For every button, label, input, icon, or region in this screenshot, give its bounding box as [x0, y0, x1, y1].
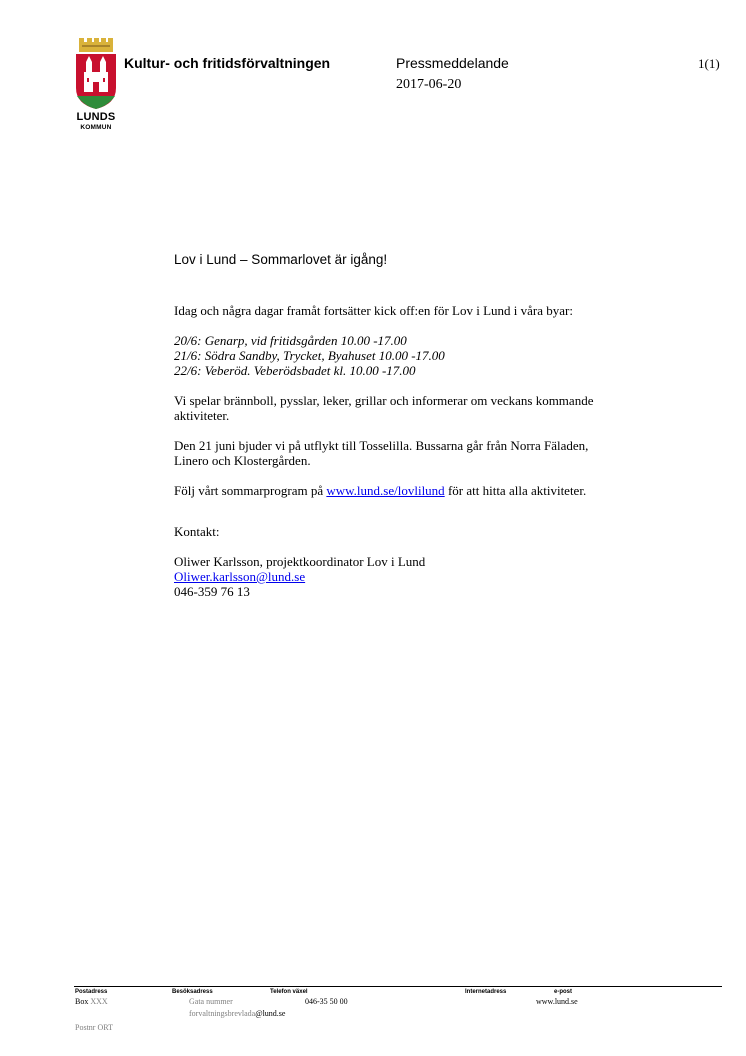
contact-name: Oliwer Karlsson, projektkoordinator Lov i Lund [174, 554, 426, 569]
footer-email-local: forvaltningsbrevlada [189, 1009, 256, 1018]
press-release-body [174, 252, 614, 599]
footer-postadress-box [75, 997, 108, 1006]
logo-text-kommun: KOMMUN [80, 124, 112, 131]
program-text-before: Följ vårt sommarprogram på [174, 483, 327, 498]
activities-paragraph: Vi spelar brännboll, pysslar, leker, grillar och informerar om veckans kommande aktiviteter. [174, 393, 594, 423]
page-number: 1(1) [698, 56, 720, 71]
contact-phone: 046-359 76 13 [174, 584, 250, 599]
footer-label-telefon: Telefon växel [270, 989, 308, 995]
footer-telefon: 046-35 50 00 [305, 997, 348, 1006]
coat-of-arms-icon [72, 38, 120, 110]
footer-label-internetadress: Internetadress [465, 989, 507, 995]
document-type: Pressmeddelande [396, 55, 509, 71]
program-text-after: för att hitta alla aktiviteter. [444, 483, 587, 498]
program-link[interactable]: www.lund.se/lovlilund [326, 483, 445, 498]
footer-label-epost: e-post [554, 989, 572, 995]
contact-email-link[interactable]: Oliwer.karlsson@lund.se [174, 569, 306, 584]
schedule-item: 22/6: Veberöd. Veberödsbadet kl. 10.00 -17.00 [174, 363, 416, 378]
footer-box-number: XXX [90, 997, 108, 1006]
footer-postadress-city: Postnr ORT [75, 1023, 113, 1032]
intro-paragraph: Idag och några dagar framåt fortsätter kick off:en för Lov i Lund i våra byar: [174, 303, 573, 318]
logo-text-lunds: LUNDS [76, 111, 116, 123]
lunds-kommun-logo [72, 38, 120, 148]
department-name: Kultur- och fritidsförvaltningen [124, 55, 331, 71]
footer-besoksadress-street: Gata nummer [189, 997, 233, 1006]
footer-internetadress: www.lund.se [536, 997, 578, 1006]
footer-email-domain: @lund.se [255, 1009, 286, 1018]
schedule-item: 21/6: Södra Sandby, Trycket, Byahuset 10.00 -17.00 [174, 348, 445, 363]
contact-label: Kontakt: [174, 524, 220, 539]
footer-email [189, 1009, 285, 1018]
schedule-item: 20/6: Genarp, vid fritidsgården 10.00 -17.00 [174, 333, 407, 348]
headline: Lov i Lund – Sommarlovet är igång! [174, 252, 388, 267]
excursion-paragraph: Den 21 juni bjuder vi på utflykt till Tosselilla. Bussarna går från Norra Fäladen, Linero och Klostergården. [174, 438, 589, 468]
document-date: 2017-06-20 [396, 77, 462, 92]
footer-box-prefix: Box [75, 997, 89, 1006]
footer-label-besoksadress: Besöksadress [172, 989, 213, 995]
program-paragraph [174, 483, 614, 498]
footer-divider [74, 986, 722, 987]
footer-label-postadress: Postadress [75, 989, 108, 995]
